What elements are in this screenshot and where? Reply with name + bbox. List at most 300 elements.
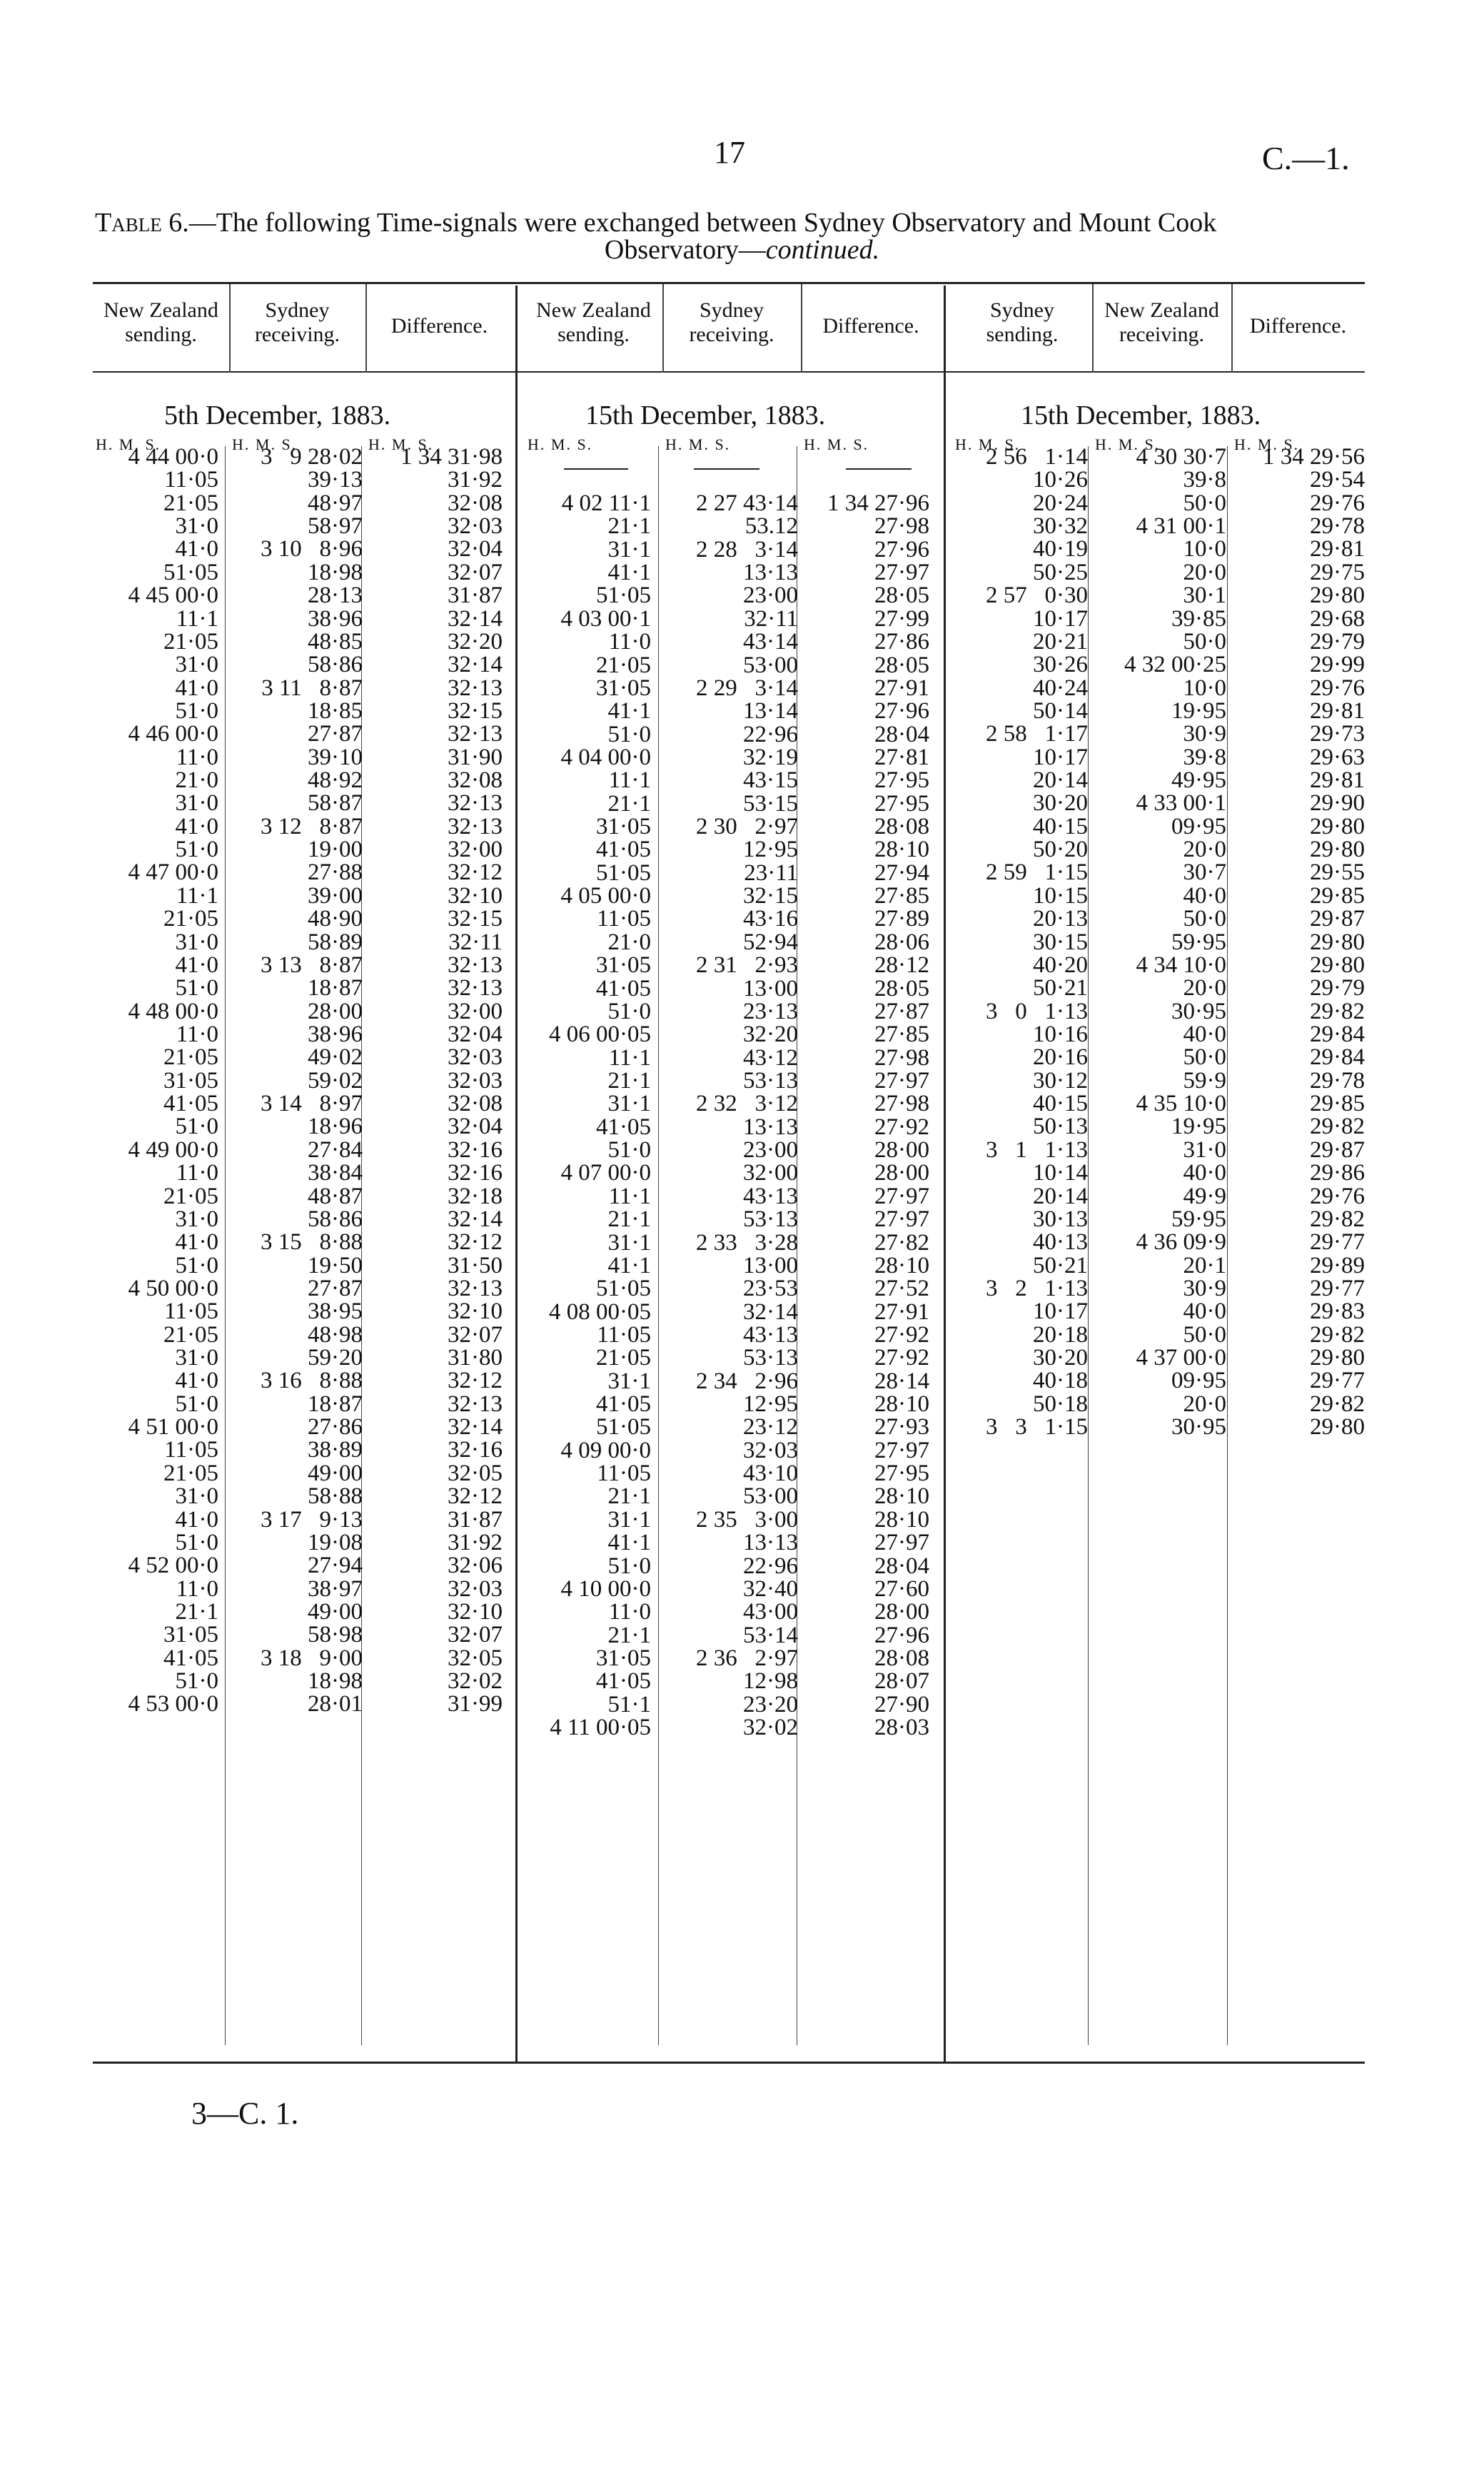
table-row [0,1531,1484,1554]
table-cell: 10·0 [1183,675,1226,701]
table-cell: 40·19 [1033,536,1088,563]
table-cell: 32·10 [448,1598,503,1625]
table-cell: 51·05 [596,582,651,609]
table-cell: 31·92 [448,1529,503,1555]
table-cell: 41·0 [175,1229,218,1256]
table-cell: 31·1 [607,1229,651,1256]
table-cell: 31·05 [596,952,651,979]
table-cell: 31·0 [175,1345,218,1371]
table-cell: 27·91 [874,1298,929,1325]
table-caption-label: Table 6. [95,208,189,238]
table-cell: 20·1 [1183,1252,1226,1278]
table-cell: 2 56 1·14 [986,444,1088,470]
table-cell: 2 58 1·17 [986,721,1088,747]
table-cell: 21·1 [607,1206,651,1233]
table-cell: 21·0 [607,929,651,955]
table-cell: 11·05 [164,467,218,493]
table-cell: 22·96 [743,1553,798,1579]
table-cell: 39·8 [1183,744,1226,770]
table-cell: 41·0 [175,813,218,839]
table-cell: 32·13 [448,1391,503,1417]
table-cell: 53·00 [743,652,798,678]
table-cell: 1 34 29·56 [1263,444,1365,470]
table-cell: 11·1 [608,767,651,794]
table-cell: 27·97 [874,1530,929,1556]
table-cell: 20·0 [1183,1391,1226,1417]
table-cell: 11·0 [176,1575,218,1602]
table-cell: 10·17 [1033,744,1088,770]
table-cell: 13·00 [743,975,798,1002]
table-cell: 51·0 [607,1137,651,1164]
table-cell: 27·85 [874,1021,929,1048]
table-row [0,1439,1484,1462]
table-cell: 27·93 [874,1414,929,1441]
table-cell: 11·05 [164,1437,218,1463]
units-label: H. M. S. [1234,435,1300,453]
table-cell: 32·14 [448,605,503,632]
table-row [0,1092,1484,1115]
table-row [0,677,1484,700]
table-cell: 18·96 [308,1114,363,1140]
table-cell: 38·84 [308,1160,363,1186]
table-cell: 23·53 [743,1276,798,1302]
units-label: H. M. S. [368,435,434,453]
table-cell: 3 1 1·13 [986,1136,1088,1163]
table-cell: 30·1 [1183,582,1226,609]
table-cell: 32·13 [448,1275,503,1301]
table-cell: 10·16 [1033,1021,1088,1047]
table-cell: 53·14 [743,1622,798,1648]
table-cell: 40·0 [1183,1160,1226,1186]
table-cell: 32·19 [743,744,798,770]
table-cell: 20·21 [1033,628,1088,655]
table-cell: 20·0 [1183,837,1226,863]
table-cell: 29·76 [1310,675,1365,701]
table-cell: 32·04 [448,1021,503,1047]
table-cell: 28·12 [874,952,929,979]
table-cell: 2 34 2·96 [696,1368,798,1394]
table-cell: 32·03 [448,1575,503,1602]
table-cell: 32·18 [448,1183,503,1209]
table-caption-line2-text: Observatory— [604,235,766,265]
table-row [0,1208,1484,1231]
table-cell: 40·0 [1183,1298,1226,1325]
table-cell: 32·14 [448,652,503,678]
table-cell: 27·89 [874,906,929,932]
table-row [0,697,1484,725]
table-cell: 29·79 [1310,975,1365,1002]
table-cell: 51·05 [596,1276,651,1302]
table-cell: 23·13 [743,998,798,1024]
table-row [0,790,1484,817]
table-cell: 38·97 [308,1575,363,1602]
table-cell: 32·15 [448,697,503,724]
table-cell: 39·00 [308,882,363,909]
table-cell: 59·95 [1171,1206,1226,1232]
table-cell: 28·00 [308,998,363,1024]
table-cell: 30·95 [1171,1414,1226,1441]
table-cell: 18·98 [308,1668,363,1695]
table-row [0,1716,1484,1739]
table-cell: 4 53 00·0 [128,1691,218,1717]
table-cell: 50·0 [1183,628,1226,655]
table-cell: 29·75 [1310,559,1365,585]
table-cell: 28·05 [874,652,929,678]
table-cell: 4 05 00·0 [560,883,651,909]
table-cell: 50·0 [1183,1044,1226,1071]
table-cell: 27·98 [874,513,929,540]
table-row [0,1575,1484,1602]
table-cell: 30·15 [1033,929,1088,955]
table-cell: 4 06 00·05 [549,1021,651,1048]
table-cell: 32·12 [448,859,503,886]
table-cell: 28·03 [874,1715,929,1741]
table-cell: 41·05 [596,1668,651,1695]
table-cell: 3 17 9·13 [261,1506,363,1533]
table-cell: 32·16 [448,1160,503,1186]
table-top-rule [93,282,1365,284]
table-cell: 2 31 2·93 [696,952,798,979]
table-row [0,1555,1484,1578]
table-row [0,815,1484,838]
table-cell: 31·05 [596,1645,651,1671]
table-cell: 29·82 [1310,998,1365,1024]
column-header: Sydney receiving. [689,298,774,346]
table-cell: 40·0 [1183,1021,1226,1047]
table-cell: 27·96 [874,1622,929,1648]
table-cell: 29·89 [1310,1252,1365,1278]
table-cell: 18·87 [308,1391,363,1417]
column-header: Difference. [390,314,488,338]
table-row [0,1323,1484,1346]
table-cell: 11·1 [608,1044,651,1071]
table-cell: 51·0 [175,975,218,1002]
table-cell: 29·76 [1310,1183,1365,1209]
table-cell: 27·97 [874,560,929,586]
units-label: H. M. S. [528,435,593,453]
table-cell: 27·90 [874,1691,929,1717]
table-cell: 29·84 [1310,1021,1365,1047]
table-cell: 4 09 00·0 [560,1437,651,1463]
table-cell: 12·98 [743,1668,798,1695]
table-row [0,1508,1484,1531]
table-cell: 4 44 00·0 [128,444,218,470]
table-cell: 51·0 [175,1252,218,1278]
table-cell: 21·05 [163,1044,218,1071]
table-cell: 51·0 [607,998,651,1024]
column-header: Difference. [822,314,919,338]
table-cell: 50·14 [1033,697,1088,724]
table-row [0,1277,1484,1300]
table-cell: 2 36 2·97 [696,1645,798,1671]
table-cell: 43·10 [743,1461,798,1487]
table-cell: 27·97 [874,1206,929,1233]
table-cell: 32·14 [448,1414,503,1441]
table-row [0,653,1484,676]
table-cell: 2 32 3·12 [696,1091,798,1117]
table-cell: 3 12 8·87 [261,813,363,839]
table-cell: 28·00 [874,1160,929,1186]
table-cell: 4 49 00·0 [128,1136,218,1163]
table-cell: 4 03 00·1 [560,605,651,632]
table-cell: 41·05 [596,1114,651,1140]
table-row [0,584,1484,607]
table-cell: 27·87 [308,721,363,747]
table-cell: 40·24 [1033,675,1088,701]
table-cell: 40·20 [1033,952,1088,978]
table-row [0,931,1484,954]
table-cell: 21·05 [163,1321,218,1348]
table-cell: 29·79 [1310,628,1365,655]
table-cell: 31·05 [163,1067,218,1094]
table-row [0,746,1484,769]
table-cell: 27·85 [874,883,929,909]
table-cell: 29·82 [1310,1321,1365,1348]
table-cell: 41·0 [175,1506,218,1533]
table-cell: 51·0 [175,1668,218,1695]
column-header: Sydney receiving. [254,298,340,346]
panel-date-title: 15th December, 1883. [1021,400,1261,430]
table-cell: 29·82 [1310,1114,1365,1140]
table-cell: 51·0 [607,1553,651,1579]
table-cell: 21·05 [163,1460,218,1486]
table-caption-text: —The following Time-signals were exchanged between Sydney Observatory and Mount Cook [188,208,1217,238]
table-cell: 27·86 [308,1414,363,1441]
table-cell: 28·04 [874,1553,929,1579]
table-cell: 29·81 [1310,767,1365,794]
table-cell: 3 3 1·15 [986,1414,1088,1441]
page-number: 17 [714,135,745,170]
table-cell: 41·05 [163,1091,218,1117]
table-cell: 29·63 [1310,744,1365,770]
table-cell: 28·08 [874,814,929,840]
table-cell: 20·14 [1033,1183,1088,1209]
units-label: H. M. S. [1095,435,1161,453]
table-cell: 43·14 [743,629,798,655]
table-cell: 10·14 [1033,1160,1088,1186]
table-cell: 32·16 [448,1437,503,1463]
table-cell: 4 50 00·0 [128,1275,218,1301]
table-cell: 30·20 [1033,1345,1088,1371]
table-cell: 52·94 [743,929,798,955]
table-cell: 40·18 [1033,1368,1088,1394]
table-cell: 10·15 [1033,882,1088,909]
table-cell: 27·52 [874,1276,929,1302]
table-cell: 50·18 [1033,1391,1088,1417]
table-cell: 3 15 8·88 [261,1229,363,1256]
column-header: New Zealand sending. [536,298,651,346]
table-cell: 43·12 [743,1044,798,1071]
table-cell: 19·95 [1171,1114,1226,1140]
table-cell: 2 29 3·14 [696,675,798,701]
table-cell: 31·80 [448,1345,503,1371]
table-cell: 51·0 [175,1529,218,1555]
table-cell: 27·88 [308,859,363,886]
table-cell: 20·0 [1183,975,1226,1002]
table-cell: 32·04 [448,1114,503,1140]
table-cell: 32·05 [448,1460,503,1486]
table-cell: 2 28 3·14 [696,536,798,563]
table-cell: 2 59 1·15 [986,859,1088,886]
table-cell: 40·13 [1033,1229,1088,1256]
table-cell: 27·95 [874,790,929,817]
table-cell: 27·94 [874,859,929,886]
table-row [0,1693,1484,1716]
table-cell: 49·95 [1171,767,1226,794]
column-header: New Zealand sending. [104,298,218,346]
table-cell: 20·13 [1033,906,1088,932]
table-cell: 23·00 [743,1137,798,1164]
table-cell: 31·0 [175,790,218,817]
table-cell: 27·98 [874,1044,929,1071]
table-cell: 50·21 [1033,975,1088,1002]
table-cell: 28·10 [874,837,929,863]
table-cell: 41·0 [175,536,218,563]
table-cell: 11·1 [608,1183,651,1209]
table-cell: 43·16 [743,906,798,932]
table-cell: 48·92 [308,767,363,794]
table-cell: 2 30 2·97 [696,814,798,840]
table-cell: 49·00 [308,1598,363,1625]
table-cell: 2 33 3·28 [696,1229,798,1256]
table-cell: 11·1 [176,605,218,632]
table-cell: 29·80 [1310,813,1365,839]
table-cell: 38·96 [308,605,363,632]
table-cell: 4 32 00·25 [1124,652,1226,678]
table-cell: 1 34 31·98 [400,444,503,470]
table-cell: 23·20 [743,1691,798,1717]
table-cell: 11·0 [176,744,218,770]
table-cell: 4 45 00·0 [128,582,218,609]
table-cell: 29·76 [1310,490,1365,516]
table-cell: 32·40 [743,1575,798,1602]
table-cell: 41·05 [596,975,651,1002]
table-cell: 32·02 [448,1668,503,1695]
table-cell: 40·0 [1183,882,1226,909]
table-cell: 28·05 [874,582,929,609]
table-cell: 27·86 [874,629,929,655]
table-cell: 20·16 [1033,1044,1088,1071]
table-cell: 29·81 [1310,697,1365,724]
table-cell: 27·95 [874,767,929,794]
table-row [0,1136,1484,1164]
table-cell: 50·20 [1033,837,1088,863]
table-cell: 31·87 [448,1506,503,1533]
table-row [0,1393,1484,1416]
table-cell: 41·1 [607,560,651,586]
table-cell: 29·87 [1310,1136,1365,1163]
table-cell: 27·98 [874,1091,929,1117]
table-cell: 29·80 [1310,837,1365,863]
units-label: H. M. S. [804,435,869,453]
table-cell: 11·0 [608,629,651,655]
table-cell: 4 46 00·0 [128,721,218,747]
table-cell: 50·25 [1033,559,1088,585]
table-cell: 32·03 [448,513,503,540]
table-cell: 53·13 [743,1067,798,1094]
table-cell: 29·55 [1310,859,1365,886]
table-cell: 27·96 [874,698,929,725]
table-cell: 13·13 [743,560,798,586]
table-cell: 20·24 [1033,490,1088,516]
table-cell: 4 04 00·0 [560,744,651,770]
document-code: C.—1. [1262,140,1350,176]
table-row [0,1229,1484,1256]
table-cell: 21·1 [607,1483,651,1510]
table-cell: 32·20 [448,628,503,655]
table-row [0,1254,1484,1277]
table-cell: 39·13 [308,467,363,493]
table-cell: 4 52 00·0 [128,1553,218,1579]
table-cell: 29·82 [1310,1391,1365,1417]
table-cell: 32·11 [744,605,798,632]
table-cell: 21·0 [175,767,218,794]
table-cell: 43·00 [743,1599,798,1625]
table-cell: 29·73 [1310,721,1365,747]
table-cell: 27·97 [874,1437,929,1463]
table-cell: 28·06 [874,929,929,955]
table-cell: 38·89 [308,1437,363,1463]
table-cell: 4 11 00·05 [550,1715,651,1741]
table-cell: 58·86 [308,652,363,678]
table-cell: 32·12 [448,1483,503,1510]
table-cell: 20·0 [1183,559,1226,585]
table-cell: 3 11 8·87 [261,675,363,701]
table-cell: 2 27 43·14 [696,490,798,516]
table-cell: 4 51 00·0 [128,1414,218,1441]
table-cell: 27·82 [874,1229,929,1256]
table-cell: 38·95 [308,1298,363,1325]
table-cell: 59·9 [1183,1067,1226,1094]
table-cell: 39·10 [308,744,363,770]
table-cell: 31·92 [448,467,503,493]
table-cell: 51·1 [607,1691,651,1717]
table-cell: 4 47 00·0 [128,859,218,886]
table-cell: 31·0 [175,929,218,955]
table-cell: 32·20 [743,1021,798,1048]
table-cell: 19·50 [308,1252,363,1278]
table-cell: 32·13 [448,721,503,747]
table-cell: 3 0 1·13 [986,998,1088,1024]
table-cell: 58·86 [308,1206,363,1232]
table-cell: 4 33 00·1 [1136,790,1226,817]
table-cell: 39·85 [1171,605,1226,632]
table-cell: 30·12 [1033,1067,1088,1094]
table-cell: 49·02 [308,1044,363,1071]
table-cell: 51·0 [175,1114,218,1140]
table-cell: 10·26 [1033,467,1088,493]
table-cell: 27·60 [874,1575,929,1602]
table-cell: 11·1 [176,882,218,909]
table-cell: 30·9 [1183,721,1226,747]
table-cell: 53·00 [743,1483,798,1510]
table-cell: 3 2 1·13 [986,1275,1088,1301]
table-cell: 32·08 [448,490,503,516]
table-cell: 28·10 [874,1506,929,1533]
table-cell: 41·1 [607,698,651,725]
table-cell: 19·08 [308,1529,363,1555]
table-cell: 27·91 [874,675,929,701]
table-cell: 32·00 [743,1160,798,1186]
table-row [0,1624,1484,1647]
table-cell: 29·87 [1310,906,1365,932]
table-cell: 27·99 [874,605,929,632]
table-cell: 32·07 [448,559,503,585]
table-cell: 28·10 [874,1252,929,1278]
table-cell: 31·0 [175,513,218,540]
table-cell: 40·15 [1033,813,1088,839]
panel-date-title: 5th December, 1883. [164,400,391,430]
